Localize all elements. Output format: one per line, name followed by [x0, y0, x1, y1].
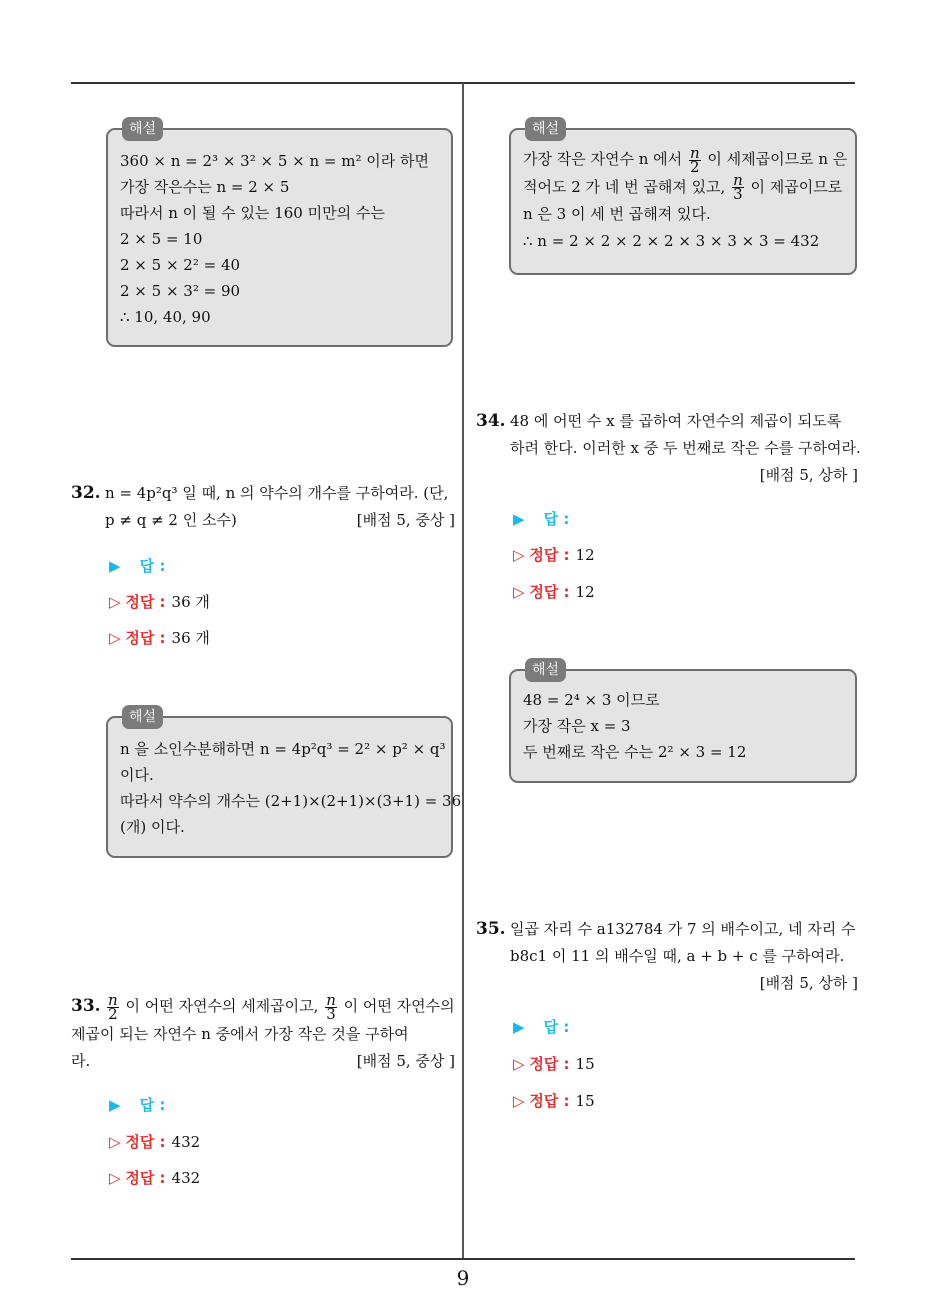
score-label: [배점 5, 중상 ] [356, 511, 455, 529]
question-number: 34. [476, 411, 506, 431]
explanation-text: 이 제곱이므로 [750, 177, 843, 196]
explanation-box-31 [106, 121, 453, 347]
correct-label: 정답 : [125, 1133, 166, 1151]
explanation-tag: 해설 [525, 117, 566, 141]
explanation-line: 가장 작은 x = 3 [523, 717, 631, 735]
question-number: 32. [71, 483, 101, 503]
play-triangle-icon: ▶ [513, 510, 525, 528]
fraction-numerator: n [326, 990, 336, 1009]
question-text: n = 4p²q³ 일 때, n 의 약수의 개수를 구하여라. (단, [105, 484, 449, 502]
answer-label: 답 : [139, 557, 166, 575]
question-text: 이 어떤 자연수의 세제곱이고, [125, 997, 319, 1015]
correct-answer-row [109, 591, 210, 612]
fraction-numerator: n [108, 990, 118, 1009]
outline-triangle-icon: ▷ [109, 629, 121, 647]
explanation-line: 2 × 5 × 2² = 40 [120, 256, 241, 274]
question-text: 48 에 어떤 수 x 를 곱하여 자연수의 제곱이 되도록 [510, 412, 842, 430]
outline-triangle-icon: ▷ [513, 583, 525, 601]
correct-value: 36 개 [171, 629, 210, 647]
answer-input-row[interactable] [513, 508, 569, 529]
fraction-n-over-3 [325, 990, 337, 1023]
explanation-line [523, 143, 848, 176]
correct-answer-row [109, 627, 210, 648]
explanation-tag: 해설 [122, 705, 163, 729]
question-32 [71, 480, 455, 534]
outline-triangle-icon: ▷ [513, 1092, 525, 1110]
play-triangle-icon: ▶ [109, 557, 121, 575]
play-triangle-icon: ▶ [513, 1018, 525, 1036]
question-text-row [105, 507, 455, 534]
correct-answer-row [513, 1090, 595, 1111]
correct-value: 432 [171, 1133, 201, 1151]
correct-label: 정답 : [529, 1092, 570, 1110]
outline-triangle-icon: ▷ [109, 1133, 121, 1151]
answer-input-row[interactable] [109, 1094, 165, 1115]
question-text: b8c1 이 11 의 배수일 때, a + b + c 를 구하여라. [510, 947, 845, 965]
fraction-n-over-2 [107, 990, 119, 1023]
correct-label: 정답 : [529, 583, 570, 601]
score-label: [배점 5, 상하 ] [759, 974, 858, 992]
explanation-line: 2 × 5 = 10 [120, 230, 203, 248]
explanation-line: ∴ 10, 40, 90 [120, 308, 211, 326]
outline-triangle-icon: ▷ [109, 1169, 121, 1187]
explanation-line: (개) 이다. [120, 818, 185, 836]
explanation-text: 가장 작은 자연수 n 에서 [523, 150, 683, 168]
question-35 [476, 916, 858, 997]
answer-label: 답 : [543, 510, 570, 528]
correct-answer-row [513, 581, 595, 602]
explanation-line: ∴ n = 2 × 2 × 2 × 2 × 3 × 3 × 3 = 432 [523, 232, 820, 250]
answer-input-row[interactable] [109, 555, 165, 576]
correct-value: 12 [575, 546, 595, 564]
explanation-line: 360 × n = 2³ × 3² × 5 × n = m² 이라 하면 [120, 152, 429, 170]
explanation-line: 이다. [120, 766, 154, 784]
question-number: 35. [476, 919, 506, 939]
question-text: 이 어떤 자연수의 [343, 997, 455, 1015]
explanation-line: n 은 3 이 세 번 곱해져 있다. [523, 205, 711, 223]
explanation-line: 두 번째로 작은 수는 2² × 3 = 12 [523, 743, 747, 761]
correct-label: 정답 : [125, 593, 166, 611]
fraction-n-over-2 [689, 143, 701, 176]
correct-label: 정답 : [125, 629, 166, 647]
explanation-line: 따라서 약수의 개수는 (2+1)×(2+1)×(3+1) = 36 [120, 792, 462, 810]
question-text-row [71, 1048, 455, 1075]
play-triangle-icon: ▶ [109, 1096, 121, 1114]
question-text-row [105, 990, 455, 1023]
outline-triangle-icon: ▷ [513, 546, 525, 564]
bottom-rule [71, 1258, 855, 1260]
question-34 [476, 408, 861, 489]
fraction-denominator: 2 [690, 157, 700, 176]
question-text: 라. [71, 1051, 91, 1070]
correct-label: 정답 : [529, 1055, 570, 1073]
explanation-line: 따라서 n 이 될 수 있는 160 미만의 수는 [120, 204, 385, 222]
correct-label: 정답 : [125, 1169, 166, 1187]
page-number: 9 [456, 1266, 470, 1290]
question-text: 하려 한다. 이러한 x 중 두 번째로 작은 수를 구하여라. [510, 439, 861, 457]
answer-label: 답 : [543, 1018, 570, 1036]
question-text: 제곱이 되는 자연수 n 중에서 가장 작은 것을 구하여 [71, 1024, 409, 1043]
correct-answer-row [109, 1167, 200, 1188]
score-label: [배점 5, 상하 ] [759, 466, 858, 484]
fraction-numerator: n [689, 143, 700, 162]
correct-answer-row [513, 1053, 595, 1074]
explanation-line: 48 = 2⁴ × 3 이므로 [523, 691, 660, 709]
fraction-denominator: 2 [108, 1004, 118, 1023]
correct-answer-row [513, 544, 595, 565]
explanation-box-34 [509, 662, 857, 783]
correct-answer-row [109, 1131, 200, 1152]
explanation-tag: 해설 [122, 117, 163, 141]
explanation-text: 적어도 2 가 네 번 곱해져 있고, [523, 177, 726, 196]
question-number: 33. [71, 996, 101, 1016]
correct-label: 정답 : [529, 546, 570, 564]
explanation-line: n 을 소인수분해하면 n = 4p²q³ = 2² × p² × q³ [120, 740, 446, 758]
fraction-denominator: 3 [326, 1004, 336, 1023]
fraction-n-over-3 [732, 171, 744, 203]
question-text: p ≠ q ≠ 2 인 소수) [105, 511, 237, 529]
correct-value: 15 [575, 1055, 595, 1073]
explanation-line [523, 171, 843, 203]
explanation-box-32 [106, 709, 462, 858]
explanation-tag: 해설 [525, 658, 566, 682]
answer-label: 답 : [139, 1096, 166, 1114]
question-text: 일곱 자리 수 a132784 가 7 의 배수이고, 네 자리 수 [510, 920, 856, 938]
fraction-denominator: 3 [733, 185, 743, 203]
explanation-text: 이 세제곱이므로 n 은 [707, 150, 848, 168]
fraction-numerator: n [733, 171, 743, 189]
correct-value: 12 [575, 583, 595, 601]
outline-triangle-icon: ▷ [109, 593, 121, 611]
outline-triangle-icon: ▷ [513, 1055, 525, 1073]
question-33 [71, 990, 455, 1075]
correct-value: 432 [171, 1169, 201, 1187]
correct-value: 15 [575, 1092, 595, 1110]
explanation-line: 2 × 5 × 3² = 90 [120, 282, 241, 300]
explanation-box-33 [509, 121, 857, 275]
answer-input-row[interactable] [513, 1016, 569, 1037]
explanation-line: 가장 작은수는 n = 2 × 5 [120, 178, 290, 196]
score-label: [배점 5, 중상 ] [356, 1051, 455, 1070]
correct-value: 36 개 [171, 593, 210, 611]
column-divider [462, 83, 464, 1259]
